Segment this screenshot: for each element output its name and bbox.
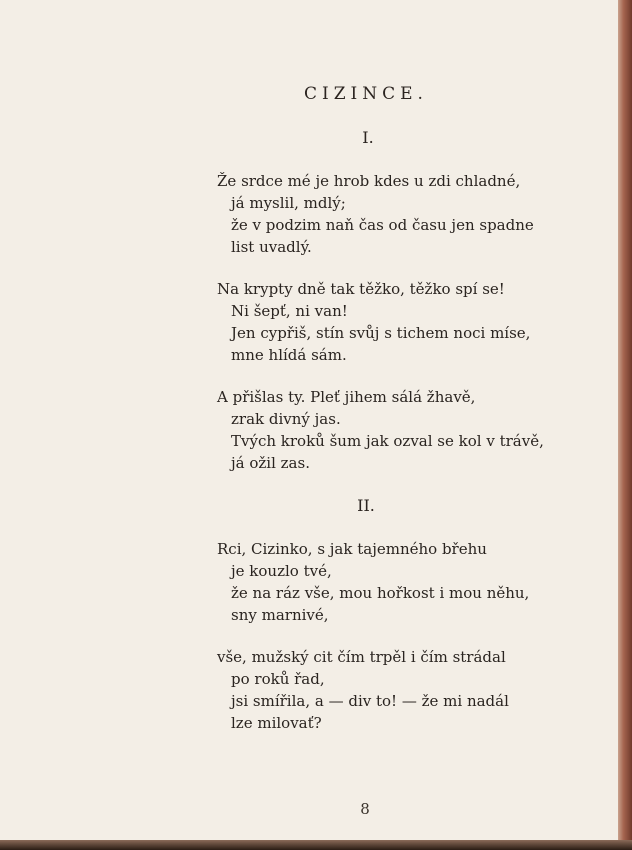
verse-line: Tvých kroků šum jak ozval se kol v trávě, xyxy=(231,432,544,450)
stanza-2 xyxy=(217,278,530,366)
stanza-3 xyxy=(217,386,544,474)
verse-line: je kouzlo tvé, xyxy=(231,562,332,580)
verse-line: já ožil zas. xyxy=(231,454,310,472)
verse-line: Rci, Cizinko, s jak tajemného břehu xyxy=(217,540,487,558)
verse-line: Na krypty dně tak těžko, těžko spí se! xyxy=(217,280,505,298)
verse-line: zrak divný jas. xyxy=(231,410,341,428)
poem-title: CIZINCE. xyxy=(304,84,428,104)
verse-line: že na ráz vše, mou hořkost i mou něhu, xyxy=(231,584,530,602)
verse-line: Že srdce mé je hrob kdes u zdi chladné, xyxy=(217,172,521,190)
page-number: 8 xyxy=(360,800,370,818)
verse-line: jsi smířila, a — div to! — že mi nadál xyxy=(231,692,509,710)
verse-line: po roků řad, xyxy=(231,670,325,688)
verse-line: mne hlídá sám. xyxy=(231,346,347,364)
verse-line: sny marnivé, xyxy=(231,606,329,624)
stanza-5 xyxy=(217,646,509,734)
section-heading-2: II. xyxy=(357,496,375,515)
page-bottom-edge xyxy=(0,840,632,850)
verse-line: list uvadlý. xyxy=(231,238,312,256)
verse-line: že v podzim naň čas od času jen spadne xyxy=(231,216,534,234)
section-heading-1: I. xyxy=(362,128,374,147)
verse-line: A přišlas ty. Pleť jihem sálá žhavě, xyxy=(217,388,476,406)
verse-line: vše, mužský cit čím trpěl i čím strádal xyxy=(217,648,506,666)
stanza-1 xyxy=(217,170,534,258)
verse-line: já myslil, mdlý; xyxy=(231,194,346,212)
stanza-4 xyxy=(217,538,529,626)
verse-line: Jen cypřiš, stín svůj s tichem noci míse, xyxy=(231,324,531,342)
verse-line: Ni šepť, ni van! xyxy=(231,302,348,320)
page-edge xyxy=(618,0,632,850)
verse-line: lze milovať? xyxy=(231,714,322,732)
